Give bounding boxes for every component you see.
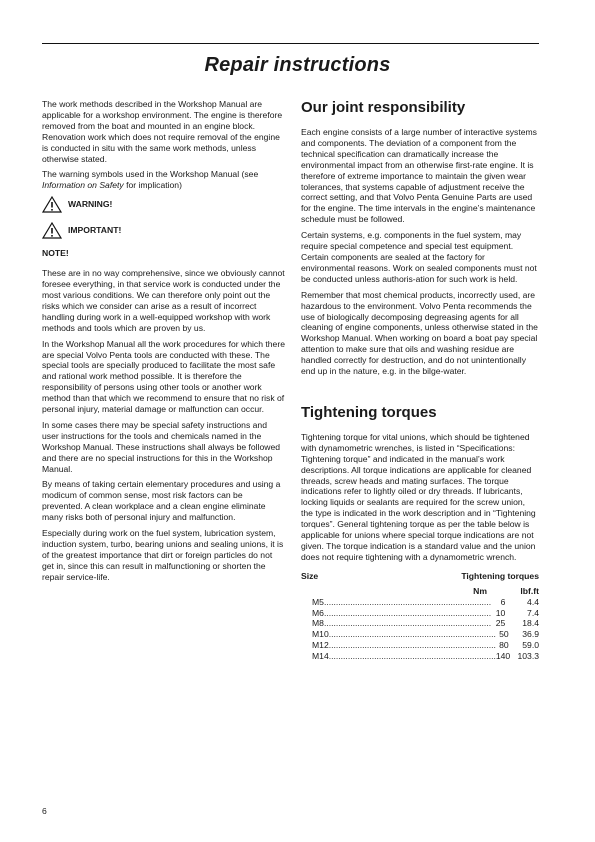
- torque-table: [301, 571, 539, 662]
- leader-dots: ......................................................................: [328, 640, 496, 651]
- note-label: NOTE!: [42, 248, 69, 259]
- leader-dots: ......................................................................: [323, 596, 492, 607]
- table-row: [312, 640, 539, 651]
- leader-dots: ......................................................................: [323, 618, 492, 629]
- nm-cell: 140: [495, 651, 511, 662]
- table-row: [312, 618, 539, 629]
- lbf-cell: 59.0: [522, 640, 539, 651]
- header-rule: [42, 43, 539, 44]
- tightening-torques-paragraph: Tightening torque for vital unions, which should be tightened with dynamometric wrenches, is listed in “Specifications: Tightening torque” and indicated in the manual’s work descriptions. All torque indications are applicable for cleaned threads, screw heads and mating surfaces. The torque indications refer to lightly oiled or dry threads. If lubricants, locking liquids or sealants are required for the screw union, the type is indicated in the work description and in “Tightening torques”. General tightening torque as per the table below is applicable for unions where special torque indications are not given. The torque indication is a standard value and the union does not require tightening with a dynamometric wrench.: [301, 431, 536, 562]
- nm-cell: 80: [499, 640, 509, 651]
- size-cell: M14: [312, 651, 329, 662]
- table-row: [312, 629, 539, 640]
- important-label: IMPORTANT!: [68, 225, 122, 236]
- leader-dots: ......................................................................: [328, 651, 496, 662]
- cleanliness-paragraph: Especially during work on the fuel system, lubrication system, induction system, turbo, bearing unions and sealing unions, it is of the greatest importance that dirt or foreign particles do not get in, since this can result in malfunctioning or shorten the repair service-life.: [42, 528, 284, 582]
- warning-triangle-icon: [42, 222, 62, 239]
- lbf-cell: 7.4: [527, 607, 539, 618]
- chemical-products-paragraph: Remember that most chemical products, incorrectly used, are hazardous to the environment. Volvo Penta recommends the use of biologically decomposing degreasing agents for all cleaning of engine components, unless otherwise stated in the Workshop Manual. When working on board a boat pay special attention to make sure that oils and washing residue are handled correctly for destruction, and do not unintentionally end up in the nature, e.g. in the bilge-water.: [301, 289, 538, 377]
- nm-cell: 6: [500, 596, 506, 607]
- joint-responsibility-heading: Our joint responsibility: [301, 99, 466, 116]
- torque-units-header: [301, 586, 539, 597]
- warning-symbols-paragraph: The warning symbols used in the Workshop Manual (see Information on Safety for implication): [42, 169, 259, 191]
- nm-cell: 25: [495, 618, 506, 629]
- torque-table-header: [301, 571, 539, 582]
- left-column: [42, 99, 285, 588]
- lbf-cell: 103.3: [517, 651, 539, 662]
- safety-instructions-paragraph: In some cases there may be special safety instructions and user instructions for the tools and chemicals named in the Workshop Manual. These instructions shall always be followed and there are no special instructions for this in the Workshop Manual.: [42, 419, 281, 474]
- right-column: [301, 99, 539, 662]
- safety-reference: Information on Safety: [42, 180, 124, 191]
- important-notice: [42, 222, 285, 239]
- table-row: [312, 651, 539, 662]
- torque-column-header: Tightening torques: [461, 570, 539, 581]
- intro-paragraph: The work methods described in the Workshop Manual are applicable for a workshop environment. The engine is therefore removed from the boat and mounted in an engine block. Renovation work which does not require removal of the engine is conducted in situ with the same work methods, unless otherwise stated.: [42, 99, 283, 164]
- size-cell: M12: [312, 640, 329, 651]
- size-cell: M8: [312, 618, 324, 629]
- page-title: Repair instructions: [204, 54, 391, 76]
- engine-components-paragraph: Each engine consists of a large number of interactive systems and components. The deviation of a component from the technical specification can dramatically increase the environmental impact from an otherwise first-rate engine. It is therefore of extreme importance to maintain the given wear tolerances, that systems capable of adjustment receive the correct setting, and that Volvo Penta Genuine Parts are used for the engine. The time intervals in the engine’s maintenance schedule must be followed.: [301, 127, 537, 225]
- lbf-cell: 36.9: [522, 629, 539, 640]
- size-cell: M6: [312, 607, 324, 618]
- nm-unit-header: Nm: [473, 585, 487, 596]
- table-row: [312, 608, 539, 619]
- size-cell: M5: [312, 596, 324, 607]
- procedures-paragraph: By means of taking certain elementary procedures and using a modicum of common sense, most risk factors can be prevented. A clean workplace and a clean engine eliminate many risks both of personal injury and malfunction.: [42, 479, 281, 523]
- tightening-torques-heading: Tightening torques: [301, 403, 437, 421]
- page-number: 6: [42, 806, 47, 816]
- lbf-cell: 4.4: [527, 596, 539, 607]
- warning-triangle-icon: [42, 196, 62, 213]
- lbf-unit-header: lbf.ft: [520, 585, 539, 596]
- certain-systems-paragraph: Certain systems, e.g. components in the fuel system, may require special competence and special test equipment. Certain components are sealed at the factory for environmental reasons. Work on sealed components must not be conducted unless authoris-ation for such work is held.: [301, 230, 537, 284]
- warning-label: WARNING!: [68, 199, 113, 210]
- table-row: [312, 597, 539, 608]
- lbf-cell: 18.4: [522, 618, 539, 629]
- warning-notice: [42, 196, 285, 213]
- comprehensive-paragraph: These are in no way comprehensive, since we obviously cannot foresee everything, in that service work is conducted under the most various conditions. We can therefore only point out the risks which we consider can arise as a result of incorrect handling during work in a well-equipped workshop with work methods and tools which are proven by us.: [42, 268, 285, 333]
- leader-dots: ......................................................................: [323, 607, 492, 618]
- size-cell: M10: [312, 629, 329, 640]
- nm-cell: 50: [499, 629, 509, 640]
- nm-cell: 10: [495, 607, 506, 618]
- leader-dots: ......................................................................: [328, 629, 496, 640]
- size-column-header: Size: [301, 570, 319, 581]
- special-tools-paragraph: In the Workshop Manual all the work procedures for which there are special Volvo Penta tools are conducted with these. The special tools are specially produced to facilitate the most safe and rational work method possible. It is therefore the responsibility of persons using other tools or another work method than that which we recommend to ensure that no risk of personal injury, material damage or malfunction can occur.: [42, 338, 285, 415]
